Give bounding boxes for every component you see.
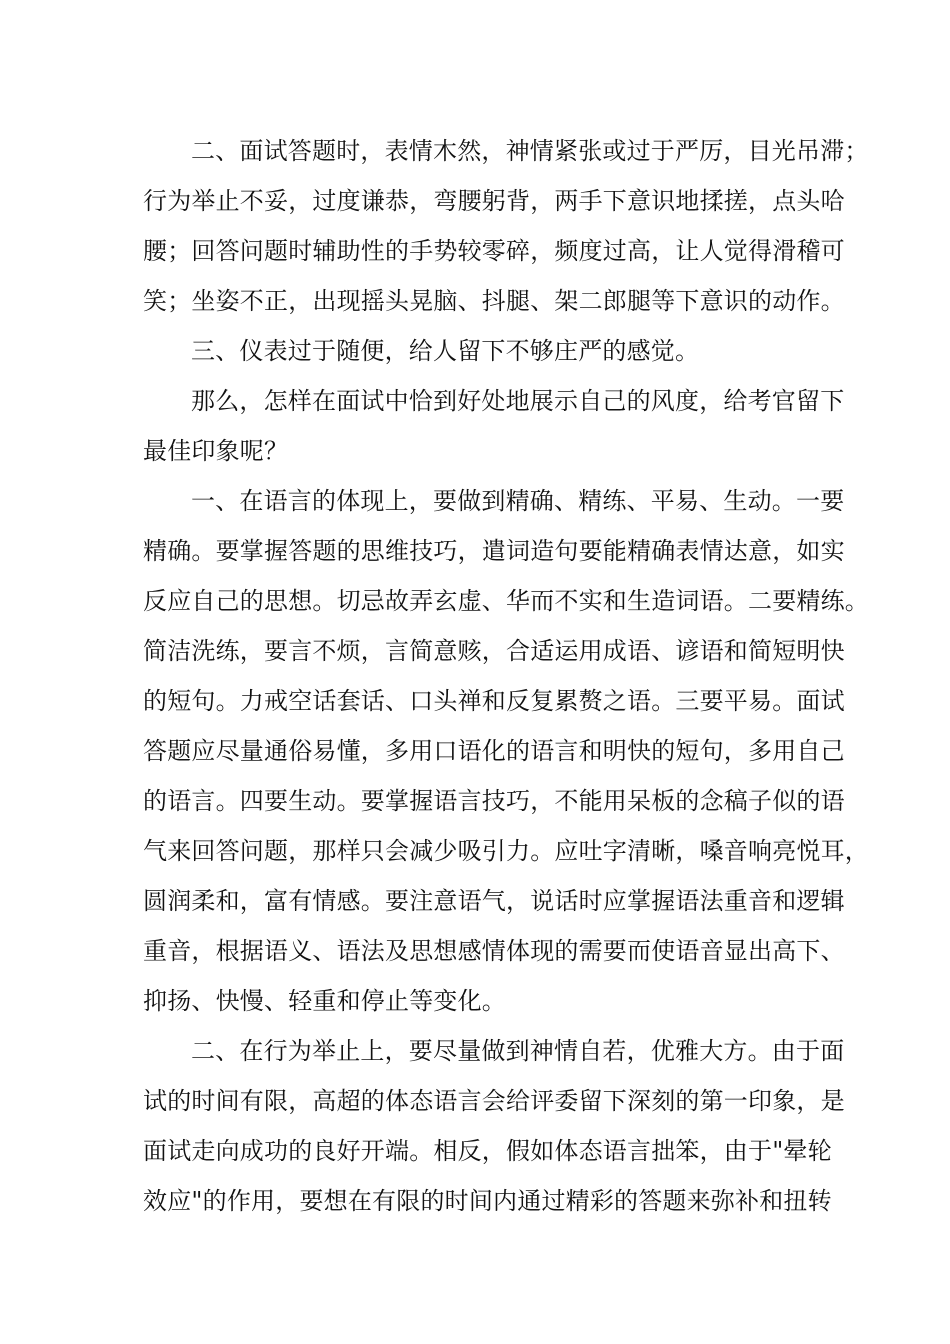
text-line: 一、在语言的体现上，要做到精确、精练、平易、生动。一要 bbox=[191, 487, 845, 515]
text-line: 效应"的作用，要想在有限的时间内通过精彩的答题来弥补和扭转 bbox=[143, 1187, 832, 1215]
text-line: 简洁洗练，要言不烦，言简意赅，合适运用成语、谚语和简短明快 bbox=[143, 637, 845, 665]
text-line: 面试走向成功的良好开端。相反，假如体态语言拙笨，由于"晕轮 bbox=[143, 1137, 832, 1165]
text-line: 答题应尽量通俗易懂，多用口语化的语言和明快的短句，多用自己 bbox=[143, 737, 845, 765]
text-line: 的语言。四要生动。要掌握语言技巧，不能用呆板的念稿子似的语 bbox=[143, 787, 845, 815]
text-line: 二、在行为举止上，要尽量做到神情自若，优雅大方。由于面 bbox=[191, 1037, 845, 1065]
text-line: 行为举止不妥，过度谦恭，弯腰躬背，两手下意识地揉搓，点头哈 bbox=[143, 187, 845, 215]
paragraph bbox=[143, 1026, 845, 1226]
text-line: 圆润柔和，富有情感。要注意语气，说话时应掌握语法重音和逻辑 bbox=[143, 887, 845, 915]
text-line: 精确。要掌握答题的思维技巧，遣词造句要能精确表情达意，如实 bbox=[143, 537, 845, 565]
text-line: 最佳印象呢？ bbox=[143, 437, 289, 465]
paragraph bbox=[143, 326, 809, 376]
text-line: 抑扬、快慢、轻重和停止等变化。 bbox=[143, 987, 506, 1015]
text-line: 三、仪表过于随便，给人留下不够庄严的感觉。 bbox=[191, 337, 700, 365]
paragraph bbox=[143, 376, 845, 476]
text-line: 的短句。力戒空话套话、口头禅和反复累赘之语。三要平易。面试 bbox=[143, 687, 845, 715]
text-line: 气来回答问题，那样只会减少吸引力。应吐字清晰，嗓音响亮悦耳， bbox=[143, 837, 869, 865]
paragraph bbox=[143, 476, 869, 1026]
text-line: 二、面试答题时，表情木然，神情紧张或过于严厉，目光吊滞； bbox=[191, 137, 869, 165]
text-line: 反应自己的思想。切忌故弄玄虚、华而不实和生造词语。二要精练。 bbox=[143, 587, 869, 615]
text-line: 试的时间有限，高超的体态语言会给评委留下深刻的第一印象，是 bbox=[143, 1087, 845, 1115]
text-line: 重音，根据语义、语法及思想感情体现的需要而使语音显出高下、 bbox=[143, 937, 845, 965]
text-line: 笑；坐姿不正，出现摇头晃脑、抖腿、架二郎腿等下意识的动作。 bbox=[143, 287, 845, 315]
text-line: 腰；回答问题时辅助性的手势较零碎，频度过高，让人觉得滑稽可 bbox=[143, 237, 845, 265]
text-line: 那么，怎样在面试中恰到好处地展示自己的风度，给考官留下 bbox=[191, 387, 845, 415]
document-body bbox=[143, 126, 869, 1226]
paragraph bbox=[143, 126, 869, 326]
